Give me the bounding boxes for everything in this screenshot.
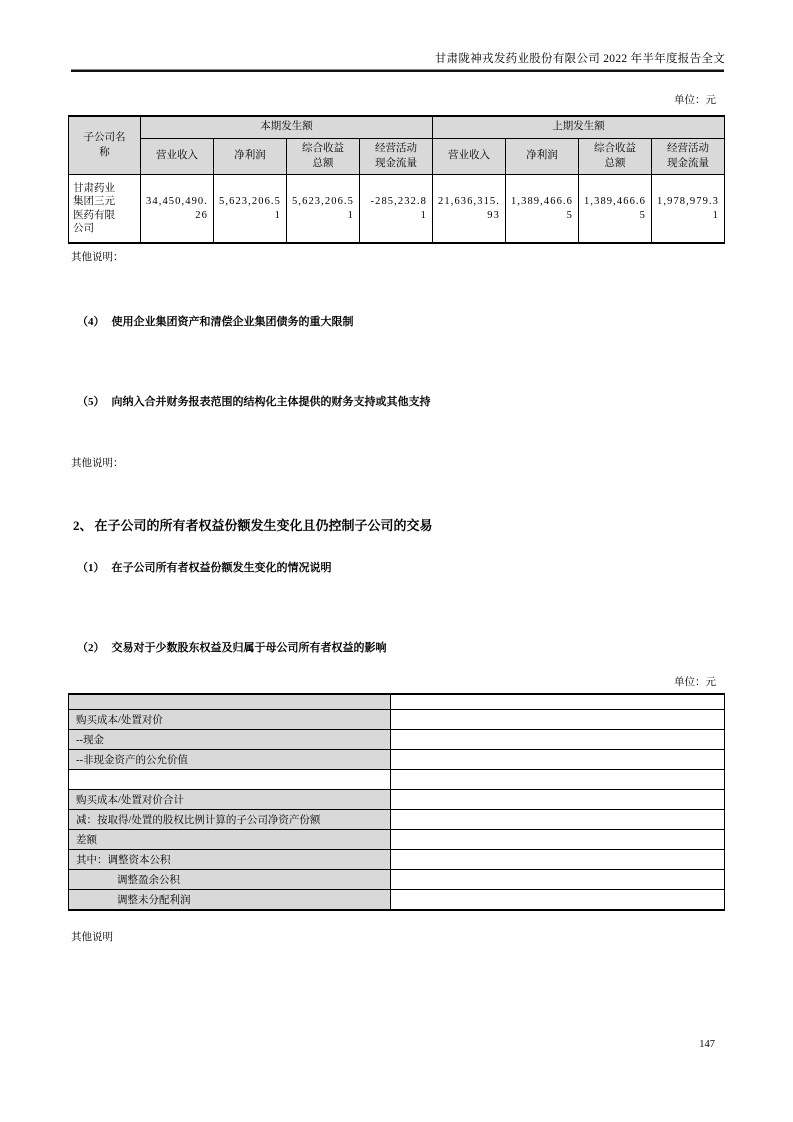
metric-header-netprofit-current: 净利润: [214, 139, 287, 175]
section-number: （1）: [77, 562, 105, 574]
row-value-cell: [391, 870, 725, 890]
value-cell-comprehensive-prior: 1,389,466.65: [579, 175, 652, 244]
row-label-cell: --非现金资产的公允价值: [69, 750, 391, 770]
metric-header-comprehensive-current: 综合收益总额: [287, 139, 360, 175]
row-label-cell: 购买成本/处置对价合计: [69, 790, 391, 810]
subsidiary-performance-table: [68, 115, 725, 244]
row-value-cell: [391, 694, 725, 710]
row-label-cell: 购买成本/处置对价: [69, 710, 391, 730]
table-row: [69, 830, 725, 850]
unit-label-top: 单位：元: [674, 95, 716, 106]
value-cell-revenue-prior: 21,636,315.93: [433, 175, 506, 244]
section-heading-2-major: [73, 515, 433, 534]
row-label-cell: 调整未分配利润: [69, 890, 391, 911]
subsidiary-name-cell: 甘肃药业集团三元医药有限公司: [69, 175, 141, 244]
value-cell-netprofit-current: 5,623,206.51: [214, 175, 287, 244]
row-label-cell: 减：按取得/处置的股权比例计算的子公司净资产份额: [69, 810, 391, 830]
other-note-after-table1: 其他说明：: [71, 252, 124, 263]
table-row: [69, 750, 725, 770]
unit-label-equity: 单位：元: [674, 677, 716, 688]
value-cell-revenue-current: 34,450,490.26: [141, 175, 214, 244]
section-title: 在子公司的所有者权益份额发生变化且仍控制子公司的交易: [94, 518, 433, 533]
table-row: [69, 710, 725, 730]
table-row: [69, 850, 725, 870]
table-row: [69, 790, 725, 810]
section-number: （2）: [77, 642, 105, 654]
table-row: [69, 730, 725, 750]
equity-change-table: [68, 693, 725, 911]
row-value-cell: [391, 730, 725, 750]
value-cell-netprofit-prior: 1,389,466.65: [506, 175, 579, 244]
table-row: [69, 770, 725, 790]
value-cell-cashflow-prior: 1,978,979.31: [652, 175, 725, 244]
table-row: [69, 175, 725, 244]
section-heading-4: [77, 313, 354, 329]
section-title: 向纳入合并财务报表范围的结构化主体提供的财务支持或其他支持: [111, 396, 431, 408]
metric-header-comprehensive-prior: 综合收益总额: [579, 139, 652, 175]
row-value-cell: [391, 770, 725, 790]
section-heading-1: [77, 559, 332, 575]
header-rule: [71, 69, 724, 72]
corner-header-cell: 子公司名称: [69, 116, 141, 175]
prior-period-header: 上期发生额: [433, 116, 725, 139]
other-note-after-table2: 其他说明: [71, 932, 113, 943]
table-row: [69, 890, 725, 911]
row-value-cell: [391, 710, 725, 730]
table-row: [69, 810, 725, 830]
table-row: [69, 694, 725, 710]
row-label-cell: [69, 694, 391, 710]
page-number: 147: [699, 1039, 715, 1050]
row-label-cell: 调整盈余公积: [69, 870, 391, 890]
value-cell-comprehensive-current: 5,623,206.51: [287, 175, 360, 244]
row-label-cell: 其中：调整资本公积: [69, 850, 391, 870]
section-title: 交易对于少数股东权益及归属于母公司所有者权益的影响: [111, 642, 387, 654]
table-row: [69, 870, 725, 890]
metric-header-revenue-current: 营业收入: [141, 139, 214, 175]
row-value-cell: [391, 790, 725, 810]
row-value-cell: [391, 830, 725, 850]
value-cell-cashflow-current: -285,232.81: [360, 175, 433, 244]
row-label-cell: --现金: [69, 730, 391, 750]
section-number: （5）: [77, 396, 105, 408]
section-heading-5: [77, 393, 431, 409]
section-title: 在子公司所有者权益份额发生变化的情况说明: [111, 562, 332, 574]
section-number: 2、: [73, 518, 93, 533]
row-label-cell: 差额: [69, 830, 391, 850]
row-value-cell: [391, 890, 725, 911]
section-title: 使用企业集团资产和清偿企业集团债务的重大限制: [111, 316, 354, 328]
row-value-cell: [391, 810, 725, 830]
metric-header-revenue-prior: 营业收入: [433, 139, 506, 175]
page-header-title: 甘肃陇神戎发药业股份有限公司 2022 年半年度报告全文: [434, 53, 725, 65]
current-period-header: 本期发生额: [141, 116, 433, 139]
other-note-mid: 其他说明：: [71, 458, 124, 469]
metric-header-netprofit-prior: 净利润: [506, 139, 579, 175]
section-heading-2: [77, 639, 387, 655]
row-value-cell: [391, 750, 725, 770]
row-label-cell: [69, 770, 391, 790]
row-value-cell: [391, 850, 725, 870]
metric-header-cashflow-prior: 经营活动现金流量: [652, 139, 725, 175]
metric-header-cashflow-current: 经营活动现金流量: [360, 139, 433, 175]
section-number: （4）: [77, 316, 105, 328]
